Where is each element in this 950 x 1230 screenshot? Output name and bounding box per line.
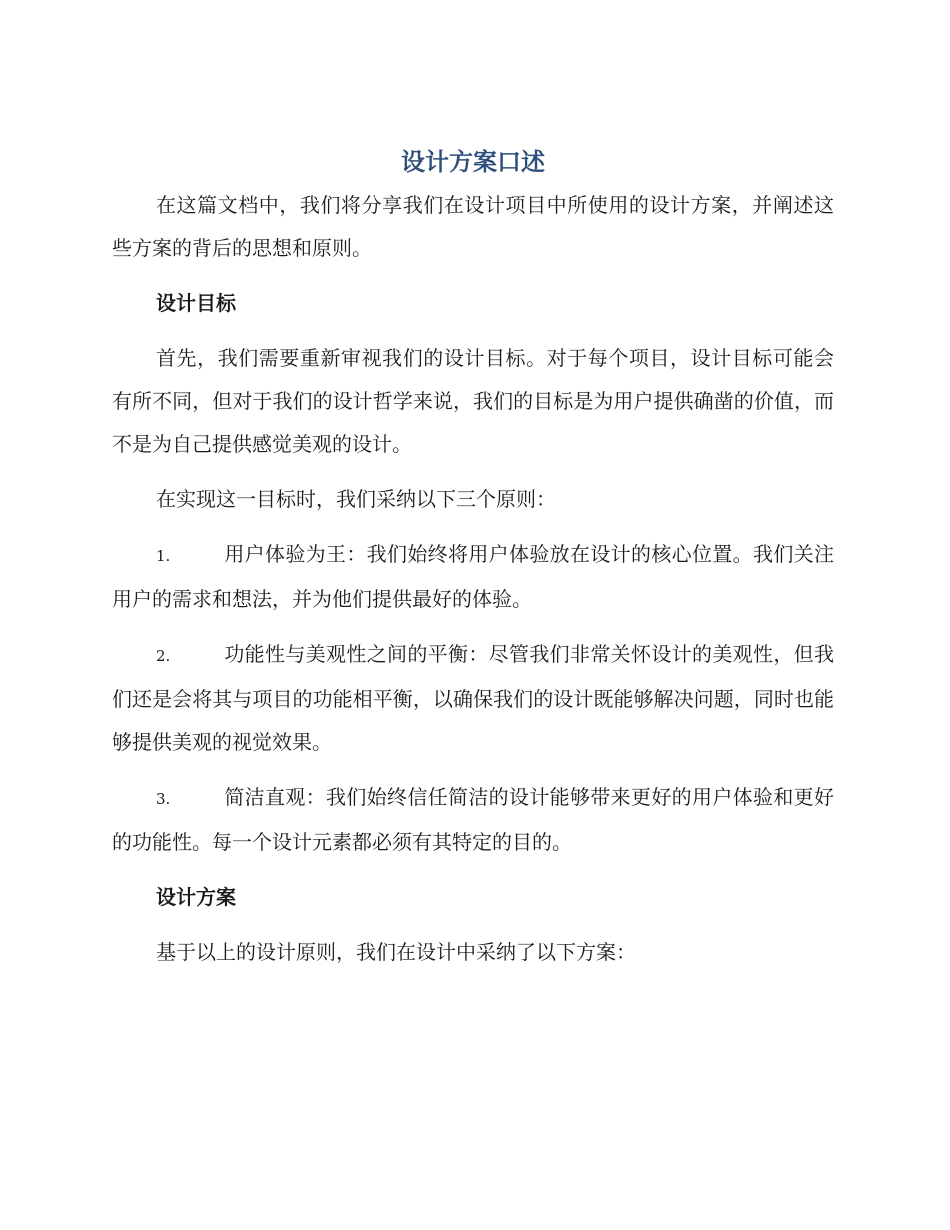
principle-text: 简洁直观：我们始终信任简洁的设计能够带来更好的用户体验和更好的功能性。每一个设计元素都必须有其特定的目的。 — [112, 785, 834, 854]
list-number: 2. — [156, 647, 171, 665]
section-heading-design-goals: 设计目标 — [156, 291, 236, 315]
section-heading-design-plan: 设计方案 — [156, 885, 236, 909]
document-title: 设计方案口述 — [401, 148, 545, 176]
principle-item-2 — [112, 633, 834, 764]
principle-text: 用户体验为王：我们始终将用户体验放在设计的核心位置。我们关注用户的需求和想法，并为他们提供最好的体验。 — [112, 542, 834, 611]
design-plan-paragraph: 基于以上的设计原则，我们在设计中采纳了以下方案： — [156, 940, 636, 964]
intro-paragraph: 在这篇文档中，我们将分享我们在设计项目中所使用的设计方案，并阐述这些方案的背后的思想和原则。 — [112, 193, 834, 260]
list-number: 3. — [156, 790, 171, 808]
principle-item-3 — [112, 776, 834, 864]
principle-text: 功能性与美观性之间的平衡：尽管我们非常关怀设计的美观性，但我们还是会将其与项目的功能相平衡，以确保我们的设计既能够解决问题，同时也能够提供美观的视觉效果。 — [112, 642, 834, 754]
document-body — [112, 140, 834, 986]
design-goals-paragraph: 首先，我们需要重新审视我们的设计目标。对于每个项目，设计目标可能会有所不同，但对于我们的设计哲学来说，我们的目标是为用户提供确凿的价值，而不是为自己提供感觉美观的设计。 — [112, 346, 834, 456]
principles-intro-paragraph: 在实现这一目标时，我们采纳以下三个原则： — [156, 487, 556, 511]
principle-item-1 — [112, 533, 834, 621]
list-number: 1. — [156, 547, 171, 565]
